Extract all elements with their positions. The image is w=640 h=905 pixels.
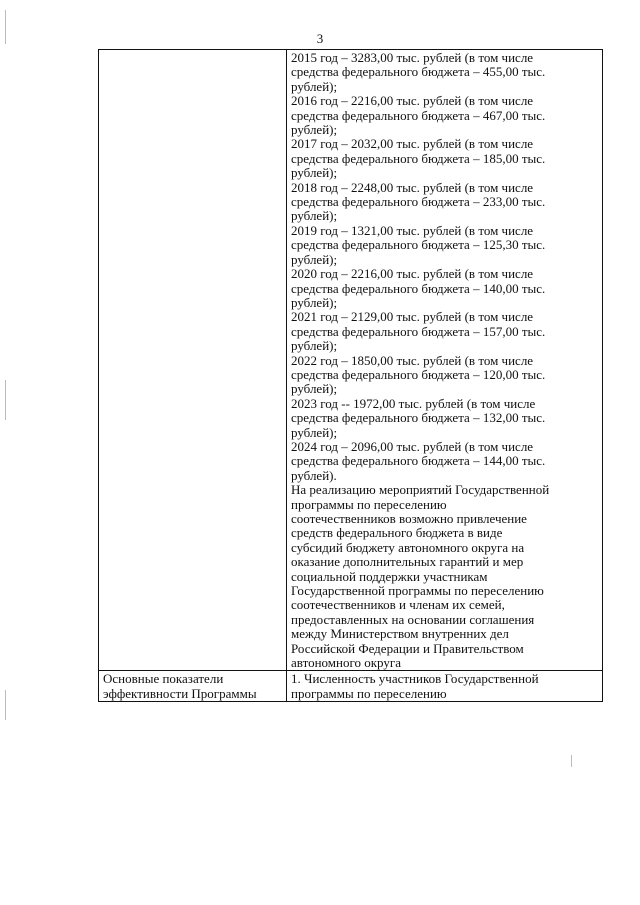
cell-text-line: 2017 год – 2032,00 тыс. рублей (в том числе xyxy=(291,137,534,152)
cell-text-line: 2023 год -- 1972,00 тыс. рублей (в том числе xyxy=(291,396,536,411)
cell-text-line: рублей); xyxy=(291,123,338,138)
cell-text-line: средства федерального бюджета – 120,00 тыс. xyxy=(291,367,546,382)
program-table xyxy=(98,49,603,702)
cell-text-line: Государственной программы по переселению xyxy=(291,584,544,599)
cell-text-line: субсидий бюджету автономного округа на xyxy=(291,540,525,555)
cell-text-line: 2018 год – 2248,00 тыс. рублей (в том числе xyxy=(291,180,534,195)
cell-text-line: рублей); xyxy=(291,339,338,354)
scan-mark-right xyxy=(571,755,572,767)
cell-text-line: автономного округа xyxy=(291,656,401,671)
cell-text-line: Российской Федерации и Правительством xyxy=(291,641,524,656)
cell-text-line: эффективности Программы xyxy=(103,686,257,701)
cell-text-line: средства федерального бюджета – 467,00 тыс. xyxy=(291,108,546,123)
cell-text-line: средства федерального бюджета – 144,00 тыс. xyxy=(291,454,546,469)
table-row-indicators xyxy=(99,671,603,702)
cell-text-line: рублей); xyxy=(291,252,338,267)
scan-mark-left-mid xyxy=(5,380,6,420)
indicators-label-cell xyxy=(99,671,287,702)
funding-value-cell xyxy=(287,50,603,671)
cell-text-line: 1. Численность участников Государственной xyxy=(291,672,539,687)
cell-text-line: рублей); xyxy=(291,425,338,440)
cell-text-line: соотечественников возможно привлечение xyxy=(291,512,527,526)
cell-text-line: Основные показатели xyxy=(103,672,224,687)
cell-text-line: соотечественников и членам их семей, xyxy=(291,598,505,613)
cell-text-line: 2022 год – 1850,00 тыс. рублей (в том числе xyxy=(291,353,534,368)
page-number: 3 xyxy=(316,31,324,46)
cell-text-line: рублей); xyxy=(291,209,338,224)
cell-text-line: программы по переселению xyxy=(291,497,447,512)
cell-text-line: между Министерством внутренних дел xyxy=(291,627,509,642)
cell-text-line: социальной поддержки участникам xyxy=(291,569,488,584)
cell-text-line: средства федерального бюджета – 233,00 тыс. xyxy=(291,195,546,210)
indicators-value-cell xyxy=(287,671,603,702)
cell-text-line: 2016 год – 2216,00 тыс. рублей (в том числе xyxy=(291,94,534,109)
cell-text-line: рублей); xyxy=(291,295,338,310)
cell-text-line: рублей); xyxy=(291,382,338,397)
cell-text-line: рублей). xyxy=(291,468,337,483)
cell-text-line: оказание дополнительных гарантий и мер xyxy=(291,555,524,570)
cell-text-line: средств федерального бюджета в виде xyxy=(291,526,503,541)
cell-text-line: На реализацию мероприятий Государственной xyxy=(291,483,550,498)
cell-text-line: 2019 год – 1321,00 тыс. рублей (в том числе xyxy=(291,223,534,238)
scan-mark-left-bottom xyxy=(5,690,6,720)
table-row-funding xyxy=(99,50,603,671)
cell-text-line: средства федерального бюджета – 140,00 тыс. xyxy=(291,281,546,296)
funding-label-cell xyxy=(99,50,287,671)
cell-text-line: средства федерального бюджета – 125,30 тыс. xyxy=(291,238,546,253)
cell-text-line: средства федерального бюджета – 455,00 тыс. xyxy=(291,65,546,80)
cell-text-line: средства федерального бюджета – 132,00 тыс. xyxy=(291,411,546,426)
cell-text-line: 2015 год – 3283,00 тыс. рублей (в том числе xyxy=(291,51,534,65)
scan-mark-left-top xyxy=(5,10,6,44)
cell-text-line: программы по переселению xyxy=(291,686,447,701)
cell-text-line: средства федерального бюджета – 185,00 тыс. xyxy=(291,151,546,166)
cell-text-line: средства федерального бюджета – 157,00 тыс. xyxy=(291,324,546,339)
cell-text-line: рублей); xyxy=(291,79,338,94)
cell-text-line: рублей); xyxy=(291,166,338,181)
cell-text-line: предоставленных на основании соглашения xyxy=(291,612,535,627)
cell-text-line: 2020 год – 2216,00 тыс. рублей (в том числе xyxy=(291,267,534,282)
cell-text-line: 2021 год – 2129,00 тыс. рублей (в том числе xyxy=(291,310,534,325)
cell-text-line: 2024 год – 2096,00 тыс. рублей (в том числе xyxy=(291,439,534,454)
